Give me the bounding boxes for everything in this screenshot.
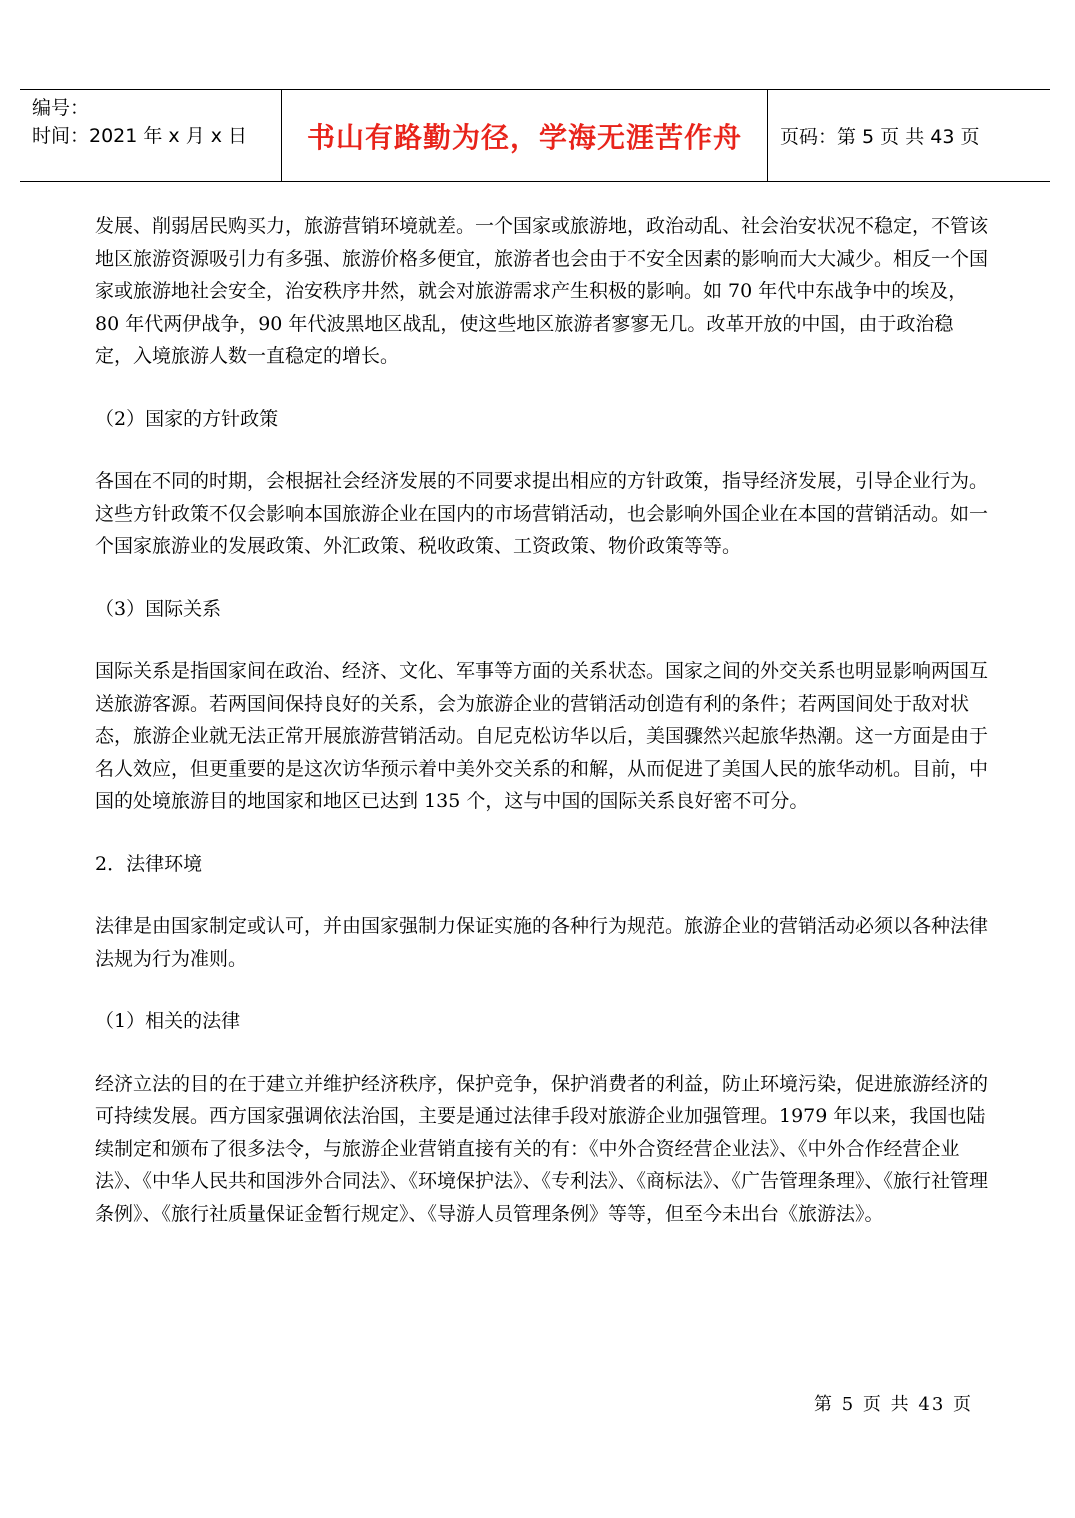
- body-paragraph: 国际关系是指国家间在政治、经济、文化、军事等方面的关系状态。国家之间的外交关系也明显影响两国互送旅游客源。若两国间保持良好的关系，会为旅游企业的营销活动创造有利的条件；若两国间处于敌对状态，旅游企业就无法正常开展旅游营销活动。自尼克松访华以后，美国骤然兴起旅华热潮。这一方面是由于名人效应，但更重要的是这次访华预示着中美外交关系的和解，从而促进了美国人民的旅华动机。目前，中国的处境旅游目的地国家和地区已达到 135 个，这与中国的国际关系良好密不可分。: [95, 660, 989, 812]
- document-body: [95, 210, 990, 1230]
- body-paragraph: 发展、削弱居民购买力，旅游营销环境就差。一个国家或旅游地，政治动乱、社会治安状况不稳定，不管该地区旅游资源吸引力有多强、旅游价格多便宜，旅游者也会由于不安全因素的影响而大大减少。相反一个国家或旅游地社会安全，治安秩序井然，就会对旅游需求产生积极的影响。如 70 年代中东战争中的埃及，80 年代两伊战争，90 年代波黑地区战乱，使这些地区旅游者寥寥无几。改革开放的中国，由于政治稳定，入境旅游人数一直稳定的增长。: [95, 215, 989, 367]
- header-page-number: 页码：第 5 页 共 43 页: [780, 126, 980, 148]
- body-paragraph: 各国在不同的时期，会根据社会经济发展的不同要求提出相应的方针政策，指导经济发展，引导企业行为。这些方针政策不仅会影响本国旅游企业在国内的市场营销活动，也会影响外国企业在本国的营销活动。如一个国家旅游业的发展政策、外汇政策、税收政策、工资政策、物价政策等等。: [95, 470, 989, 557]
- subheading: （2）国家的方针政策: [95, 407, 279, 430]
- body-paragraph: 法律是由国家制定或认可，并由国家强制力保证实施的各种行为规范。旅游企业的营销活动必须以各种法律法规为行为准则。: [95, 915, 989, 970]
- subheading: （3）国际关系: [95, 597, 222, 620]
- document-date: 时间：2021 年 x 月 x 日: [32, 125, 248, 147]
- body-paragraph: 经济立法的目的在于建立并维护经济秩序，保护竞争，保护消费者的利益，防止环境污染，促进旅游经济的可持续发展。西方国家强调依法治国，主要是通过法律手段对旅游企业加强管理。1979 年以来，我国也陆续制定和颁布了很多法令，与旅游企业营销直接有关的有：《中外合资经营企业法》、《中外合作经营企业法》、《中华人民共和国涉外合同法》、《环境保护法》、《专利法》、《商标法》、《广告管理条理》、《旅行社管理条例》、《旅行社质量保证金暂行规定》、《导游人员管理条例》等等，但至今未出台《旅游法》。: [95, 1072, 989, 1225]
- header-meta: [20, 90, 282, 181]
- section-heading: 2．法律环境: [95, 852, 203, 875]
- subheading: （1）相关的法律: [95, 1010, 241, 1032]
- page-header: [20, 89, 1050, 182]
- page-footer: 第 5 页 共 43 页: [814, 1394, 973, 1415]
- header-motto: 书山有路勤为径，学海无涯苦作舟: [282, 90, 768, 181]
- document-number-label: 编号：: [32, 97, 90, 119]
